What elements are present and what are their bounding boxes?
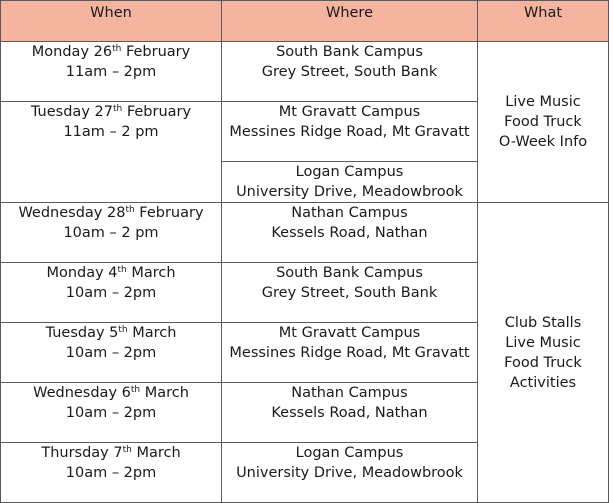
when-cell: Wednesday 6th March 10am – 2pm <box>1 383 222 443</box>
where-cell: Logan Campus University Drive, Meadowbrook <box>222 162 478 203</box>
where-cell: Nathan Campus Kessels Road, Nathan <box>222 203 478 263</box>
where-cell: Mt Gravatt Campus Messines Ridge Road, Mt Gravatt <box>222 323 478 383</box>
header-when: When <box>1 1 222 42</box>
when-cell: Monday 26th February 11am – 2pm <box>1 42 222 102</box>
header-row <box>1 1 609 42</box>
what-cell: Club Stalls Live Music Food Truck Activities <box>478 203 609 503</box>
header-where: Where <box>222 1 478 42</box>
where-cell: Mt Gravatt Campus Messines Ridge Road, Mt Gravatt <box>222 102 478 162</box>
when-cell: Tuesday 27th February 11am – 2 pm <box>1 102 222 203</box>
when-cell: Tuesday 5th March 10am – 2pm <box>1 323 222 383</box>
where-cell: South Bank Campus Grey Street, South Bank <box>222 263 478 323</box>
where-cell: Nathan Campus Kessels Road, Nathan <box>222 383 478 443</box>
where-cell: South Bank Campus Grey Street, South Bank <box>222 42 478 102</box>
table-row <box>1 203 609 263</box>
where-cell: Logan Campus University Drive, Meadowbrook <box>222 443 478 503</box>
table-row <box>1 42 609 102</box>
when-cell: Monday 4th March 10am – 2pm <box>1 263 222 323</box>
when-cell: Wednesday 28th February 10am – 2 pm <box>1 203 222 263</box>
header-what: What <box>478 1 609 42</box>
what-cell: Live Music Food Truck O-Week Info <box>478 42 609 203</box>
when-cell: Thursday 7th March 10am – 2pm <box>1 443 222 503</box>
